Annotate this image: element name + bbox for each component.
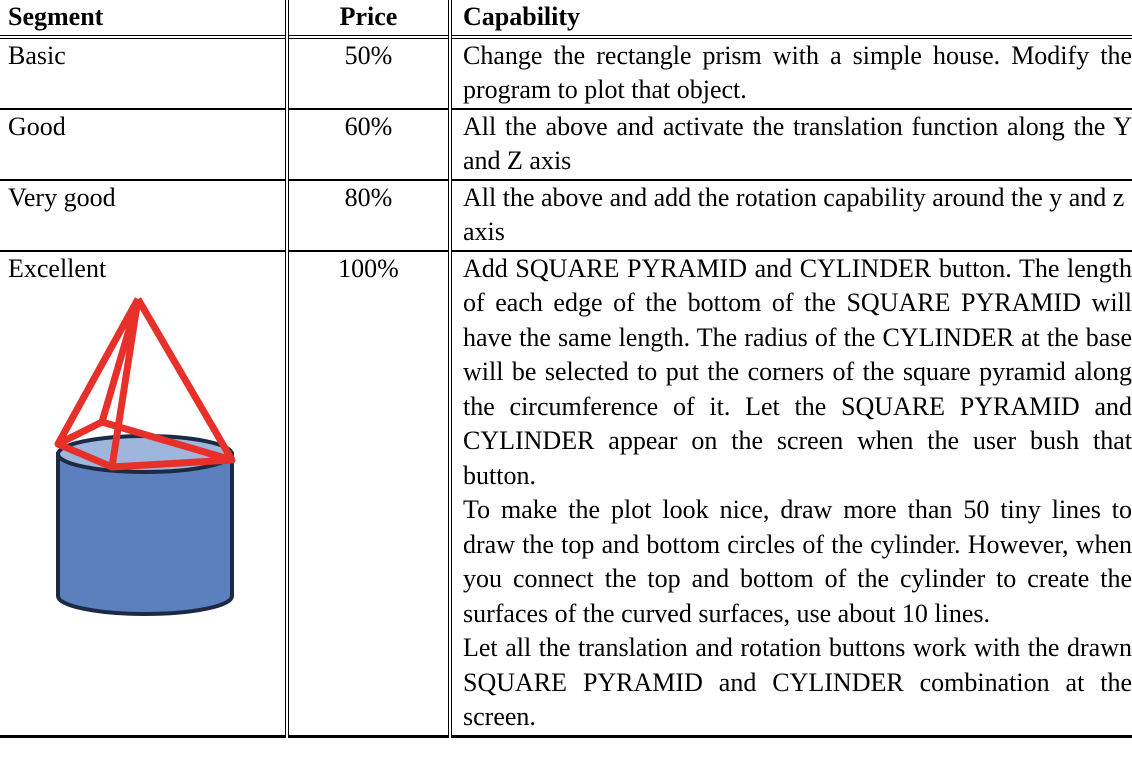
cylinder-body [58, 454, 232, 614]
segment-cell [0, 251, 287, 737]
capability-paragraph: To make the plot look nice, draw more than 50 tiny lines to draw the top and bottom circles of the cylinder. However, when you connect the top and bottom of the cylinder to create the surfaces of the curved surfaces, use about 10 lines. [463, 495, 1132, 628]
capability-paragraph: Let all the translation and rotation buttons work with the drawn SQUARE PYRAMID and CYLINDER combination at the screen. [463, 633, 1132, 731]
segment-cell: Good [0, 109, 287, 180]
table-row [0, 251, 1132, 737]
capability-cell: Change the rectangle prism with a simple house. Modify the program to plot that object. [463, 40, 1132, 104]
price-cell: 60% [287, 109, 450, 180]
capability-cell [450, 251, 1132, 737]
header-row [0, 0, 1132, 37]
table-row [0, 180, 1132, 251]
price-cell: 80% [287, 180, 450, 251]
capability-paragraph: Add SQUARE PYRAMID and CYLINDER button. The length of each edge of the bottom of the SQUARE PYRAMID will have the same length. The radius of the CYLINDER at the base will be selected to put the corners of the square pyramid along the circumference of it. Let the SQUARE PYRAMID and CYLINDER appear on the screen when the user bush that button. [463, 253, 1132, 490]
segment-label: Excellent [8, 253, 107, 283]
pyramid-on-cylinder-icon [8, 296, 238, 626]
table-row [0, 37, 1132, 109]
segment-cell: Very good [0, 180, 287, 251]
header-capability: Capability [463, 2, 581, 31]
segment-cell: Basic [0, 37, 287, 109]
header-price: Price [287, 0, 450, 37]
price-cell: 50% [287, 37, 450, 109]
table-row [0, 109, 1132, 180]
price-cell: 100% [287, 251, 450, 737]
header-segment: Segment [0, 0, 287, 37]
capability-cell: All the above and add the rotation capability around the y and z axis [463, 182, 1125, 246]
capability-cell: All the above and activate the translation function along the Y and Z axis [463, 111, 1132, 175]
